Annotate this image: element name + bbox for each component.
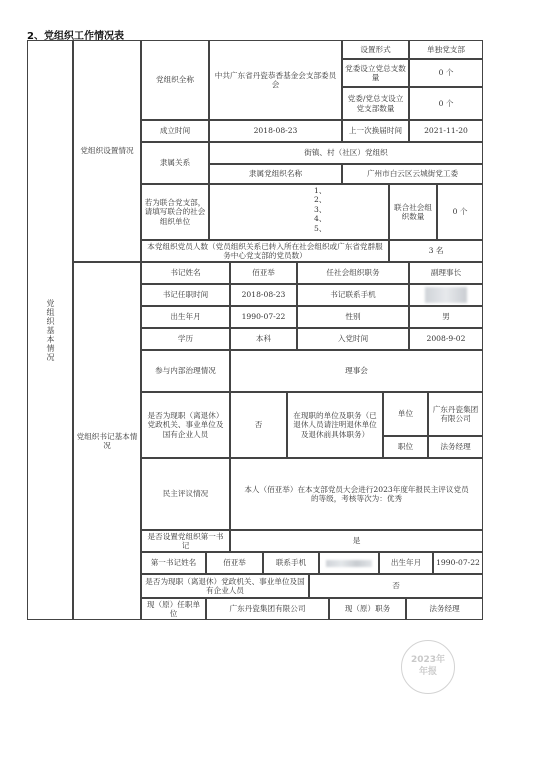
affiliation-label: 隶属关系 <box>141 142 209 184</box>
stamp-text: 年报 <box>418 667 437 677</box>
joint-label: 若为联合党支部，请填写联合的社会组织单位 <box>141 184 209 240</box>
joint-item: 5、 <box>314 223 327 233</box>
full-name-label: 党组织全称 <box>141 40 209 120</box>
sec-name-label: 书记姓名 <box>141 262 230 284</box>
sec-phone-label: 书记联系手机 <box>297 284 409 306</box>
deputy-q-label: 是否设置党组织第一书记 <box>141 530 230 552</box>
members-label: 本党组织党员人数（党员组织关系已转入所在社会组织或广东省党群服务中心党支部的党员数） <box>141 240 389 262</box>
founded-value: 2018-08-23 <box>209 120 342 142</box>
sec-position-label: 任社会组织职务 <box>297 262 409 284</box>
first-birth-label: 出生年月 <box>379 552 433 574</box>
joint-item: 3、 <box>314 204 327 214</box>
first-sec-value: 佰亚举 <box>206 552 263 574</box>
affiliation-value: 街镇、村（社区）党组织 <box>209 142 483 164</box>
section-secretary-label: 党组织书记基本情况 <box>73 262 141 620</box>
first-birth-value: 1990-07-22 <box>433 552 483 574</box>
sec-term-value: 2018-08-23 <box>230 284 297 306</box>
parent-value: 广州市白云区云城街党工委 <box>342 164 483 184</box>
sec-birth-value: 1990-07-22 <box>230 306 297 328</box>
section-setup-label: 党组织设置情况 <box>73 40 141 262</box>
members-value: 3 名 <box>389 240 483 262</box>
sec-term-label: 书记任职时间 <box>141 284 230 306</box>
work-job-label: 现（原）职务 <box>329 598 406 620</box>
retired-value: 否 <box>230 392 287 458</box>
last-election-value: 2021-11-20 <box>409 120 483 142</box>
unit-value: 广东丹瓷集团有限公司 <box>428 392 483 436</box>
joint-count-value: 0 个 <box>437 184 483 240</box>
stamp-year: 2023年 <box>410 655 446 666</box>
work-job-value: 法务经理 <box>406 598 483 620</box>
first-retired-value: 否 <box>309 574 483 598</box>
sec-gender-label: 性别 <box>297 306 409 328</box>
redacted-contact <box>326 560 372 567</box>
evaluation-label: 民主评议情况 <box>141 458 230 530</box>
joint-item: 2、 <box>314 195 327 205</box>
side-title: 党组织基本情况 <box>27 40 73 620</box>
sec-education-value: 本科 <box>230 328 297 350</box>
evaluation-value: 本人（佰亚举）在本支部党员大会进行2023年度年报民主评议党员的等级，考核等次为：优秀 <box>230 458 483 530</box>
unit-label: 单位 <box>383 392 428 436</box>
contact-value <box>319 552 379 574</box>
branch-value: 0 个 <box>409 87 483 120</box>
sec-gender-value: 男 <box>409 306 483 328</box>
current-job-label: 在现职的单位及职务（已退休人员请注明退休单位及退休前具体职务） <box>287 392 383 458</box>
sec-phone-value <box>409 284 483 306</box>
sec-education-label: 学历 <box>141 328 230 350</box>
annual-report-stamp <box>401 640 455 694</box>
joint-list <box>209 184 389 240</box>
founded-label: 成立时间 <box>141 120 209 142</box>
committee-value: 0 个 <box>409 59 483 87</box>
work-unit-label: 现（原）任职单位 <box>141 598 206 620</box>
retired-label: 是否为现职（离退休）党政机关、事业单位及国有企业人员 <box>141 392 230 458</box>
branch-label: 党委/党总支设立党支部数量 <box>342 87 409 120</box>
joint-item: 1、 <box>314 186 327 195</box>
work-unit-value: 广东丹瓷集团有限公司 <box>206 598 329 620</box>
job-label: 职位 <box>383 436 428 458</box>
page-heading: 2、党组织工作情况表 <box>27 31 124 42</box>
contact-label: 联系手机 <box>263 552 319 574</box>
parent-label: 隶属党组织名称 <box>209 164 342 184</box>
sec-join-value: 2008-9-02 <box>409 328 483 350</box>
form-label: 设置形式 <box>342 40 409 59</box>
last-election-label: 上一次换届时间 <box>342 120 409 142</box>
first-sec-label: 第一书记姓名 <box>141 552 206 574</box>
form-value: 单独党支部 <box>409 40 483 59</box>
governance-value: 理事会 <box>230 350 483 392</box>
redacted-phone <box>425 287 467 303</box>
job-value: 法务经理 <box>428 436 483 458</box>
joint-item: 4、 <box>314 214 327 224</box>
sec-name-value: 佰亚举 <box>230 262 297 284</box>
governance-label: 参与内部治理情况 <box>141 350 230 392</box>
sec-join-label: 入党时间 <box>297 328 409 350</box>
first-retired-label: 是否为现职（离退休）党政机关、事业单位及国有企业人员 <box>141 574 309 598</box>
sec-birth-label: 出生年月 <box>141 306 230 328</box>
sec-position-value: 副理事长 <box>409 262 483 284</box>
full-name-value: 中共广东省丹瓷恭香基金会支部委员会 <box>209 40 342 120</box>
joint-count-label: 联合社会组织数量 <box>389 184 437 240</box>
deputy-q-value: 是 <box>230 530 483 552</box>
committee-label: 党委设立党总支数量 <box>342 59 409 87</box>
